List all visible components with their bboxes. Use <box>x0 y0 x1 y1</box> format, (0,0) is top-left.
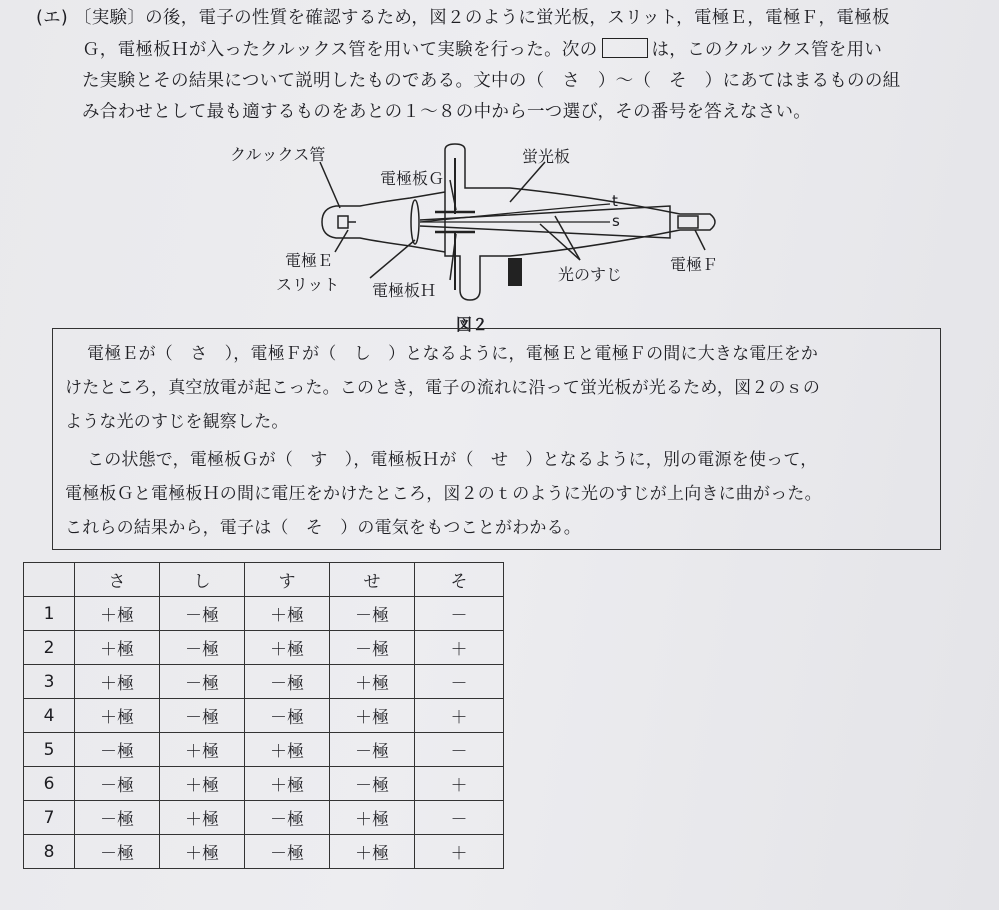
table-cell: － <box>415 733 504 767</box>
label-electrode-f: 電極Ｆ <box>670 255 719 274</box>
table-row <box>24 597 504 631</box>
row-number: 7 <box>24 801 75 835</box>
row-number: 3 <box>24 665 75 699</box>
table-cell: －極 <box>330 733 415 767</box>
figure-caption: 図２ <box>456 315 489 334</box>
table-cell: ＋極 <box>330 835 415 869</box>
table-cell: ＋極 <box>160 733 245 767</box>
label-s: s <box>612 212 620 230</box>
table-cell: ＋極 <box>245 767 330 801</box>
table-cell: ＋極 <box>75 597 160 631</box>
figure-2 <box>210 140 730 340</box>
table-header-row <box>24 563 504 597</box>
table-cell: ＋極 <box>75 699 160 733</box>
table-cell: ＋極 <box>330 665 415 699</box>
row-number: 8 <box>24 835 75 869</box>
table-cell: －極 <box>330 631 415 665</box>
table-header-cell: し <box>160 563 245 597</box>
table-cell: － <box>415 801 504 835</box>
table-cell: ＋極 <box>330 801 415 835</box>
electrode-e-shape <box>338 216 348 228</box>
row-number: 2 <box>24 631 75 665</box>
table-cell: ＋ <box>415 699 504 733</box>
table-cell: ＋極 <box>160 835 245 869</box>
label-plate-h: 電極板Ｈ <box>372 281 437 300</box>
table-row <box>24 835 504 869</box>
table-header-cell <box>24 563 75 597</box>
question-line-1: (エ) 〔実験〕の後，電子の性質を確認するため，図２のように蛍光板，スリット，電極Ｅ，電極Ｆ，電極板 <box>36 8 890 28</box>
table-row <box>24 631 504 665</box>
tube-outline-top-left <box>322 192 445 222</box>
table-cell: ＋ <box>415 767 504 801</box>
question-line-2 <box>82 37 882 63</box>
electrode-f-shape <box>678 216 698 228</box>
table-cell: ＋極 <box>245 631 330 665</box>
explanation-line-1: 電極Ｅが（ さ ），電極Ｆが（ し ）となるように，電極Ｅと電極Ｆの間に大きな電圧をか <box>87 344 819 364</box>
table-cell: － <box>415 665 504 699</box>
table-cell: ＋極 <box>75 665 160 699</box>
table-cell: ＋極 <box>245 597 330 631</box>
blank-box <box>602 38 648 58</box>
table-row <box>24 801 504 835</box>
answer-table <box>23 562 504 869</box>
explanation-box <box>52 328 941 550</box>
label-t: t <box>612 192 618 210</box>
table-cell: －極 <box>245 665 330 699</box>
table-cell: － <box>415 597 504 631</box>
question-line-2a: Ｇ，電極板Ｈが入ったクルックス管を用いて実験を行った。次の <box>82 40 598 60</box>
label-screen: 蛍光板 <box>522 147 571 166</box>
table-row <box>24 733 504 767</box>
table-cell: －極 <box>160 699 245 733</box>
question-line-2b: は，このクルックス管を用い <box>651 40 883 60</box>
question-line-3: た実験とその結果について説明したものである。文中の（ さ ）～（ そ ）にあてはまるものの組 <box>82 71 901 91</box>
table-cell: －極 <box>160 631 245 665</box>
label-plate-g: 電極板Ｇ <box>380 169 445 188</box>
table-cell: ＋極 <box>245 733 330 767</box>
row-number: 5 <box>24 733 75 767</box>
table-cell: ＋極 <box>75 631 160 665</box>
explanation-line-3: ような光のすじを観察した。 <box>65 412 289 432</box>
slit-shape <box>411 200 419 244</box>
table-cell: －極 <box>245 699 330 733</box>
label-electrode-e: 電極Ｅ <box>285 251 334 270</box>
table-row <box>24 665 504 699</box>
row-number: 6 <box>24 767 75 801</box>
table-cell: －極 <box>330 597 415 631</box>
crookes-tube-diagram <box>210 140 730 340</box>
label-slit: スリット <box>276 275 340 294</box>
table-header-cell: せ <box>330 563 415 597</box>
table-row <box>24 767 504 801</box>
table-header-cell: さ <box>75 563 160 597</box>
explanation-line-5: 電極板Ｇと電極板Ｈの間に電圧をかけたところ，図２のｔのように光のすじが上向きに曲がった。 <box>65 484 822 504</box>
row-number: 4 <box>24 699 75 733</box>
table-cell: －極 <box>75 733 160 767</box>
table-cell: －極 <box>75 767 160 801</box>
explanation-line-4: この状態で，電極板Ｇが（ す ），電極板Ｈが（ せ ）となるように，別の電源を使って， <box>87 450 818 470</box>
table-cell: ＋極 <box>160 801 245 835</box>
table-cell: ＋ <box>415 631 504 665</box>
table-cell: ＋ <box>415 835 504 869</box>
label-light: 光のすじ <box>558 265 623 284</box>
table-header-cell: す <box>245 563 330 597</box>
row-number: 1 <box>24 597 75 631</box>
question-line-4: み合わせとして最も適するものをあとの１～８の中から一つ選び，その番号を答えなさい。 <box>82 102 812 122</box>
explanation-line-2: けたところ，真空放電が起こった。このとき，電子の流れに沿って蛍光板が光るため，図２のｓの <box>65 378 821 398</box>
table-cell: －極 <box>160 597 245 631</box>
table-cell: －極 <box>75 801 160 835</box>
table-cell: －極 <box>245 835 330 869</box>
stand-block <box>508 258 522 286</box>
table-cell: ＋極 <box>160 767 245 801</box>
table-cell: －極 <box>245 801 330 835</box>
table-cell: －極 <box>160 665 245 699</box>
explanation-line-6: これらの結果から，電子は（ そ ）の電気をもつことがわかる。 <box>65 518 581 538</box>
table-cell: ＋極 <box>330 699 415 733</box>
table-cell: －極 <box>75 835 160 869</box>
table-cell: －極 <box>330 767 415 801</box>
table-row <box>24 699 504 733</box>
table-header-cell: そ <box>415 563 504 597</box>
label-crookes: クルックス管 <box>230 145 326 164</box>
